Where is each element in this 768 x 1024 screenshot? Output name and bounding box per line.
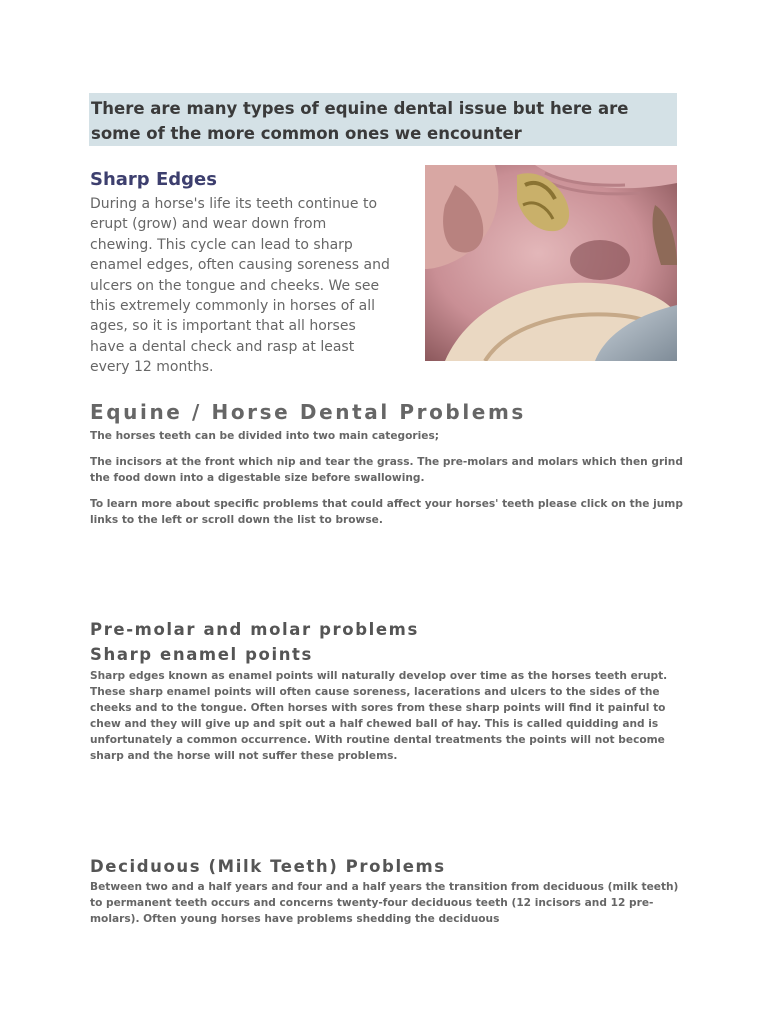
sharp-enamel-points-heading: Sharp enamel points [90,645,313,664]
horse-mouth-photo [425,165,677,361]
dental-problems-p2: The incisors at the front which nip and tear the grass. The pre-molars and molars which then grind the food down into a digestable size before swallowing. [90,456,683,484]
horse-mouth-illustration [425,165,677,361]
deciduous-heading: Deciduous (Milk Teeth) Problems [90,857,446,876]
dental-problems-heading: Equine / Horse Dental Problems [90,400,526,424]
sharp-edges-body: During a horse's life its teeth continue to erupt (grow) and wear down from chewing. This cycle can lead to sharp enamel edges, often causing soreness and ulcers on the tongue and cheeks. We see this extremely commonly in horses of all ages, so it is important that all horses have a dental check and rasp at least every 12 months. [90,196,390,376]
sharp-enamel-points-body: Sharp edges known as enamel points will naturally develop over time as the horses teeth erupt. These sharp enamel points will often cause soreness, lacerations and ulcers to the sides of the cheeks and to the tongue. Often horses with sores from these sharp points will find it painful to chew and they will give up and spit out a half chewed ball of hay. This is called quidding and is unfortunately a common occurrence. With routine dental treatments the points will not become sharp and the horse will not suffer these problems. [90,670,668,762]
sharp-edges-heading: Sharp Edges [90,169,217,190]
dental-problems-p1: The horses teeth can be divided into two main categories; [90,430,439,442]
deciduous-body: Between two and a half years and four and a half years the transition from deciduous (milk teeth) to permanent teeth occurs and concerns twenty-four deciduous teeth (12 incisors and 12 pre-molars). Often young horses have problems shedding the deciduous [90,881,679,925]
dental-problems-p3: To learn more about specific problems that could affect your horses' teeth please click on the jump links to the left or scroll down the list to browse. [90,498,683,526]
intro-banner-text: There are many types of equine dental issue but here are some of the more common ones we encounter [91,99,629,143]
intro-banner [89,93,677,146]
premolar-heading: Pre-molar and molar problems [90,620,419,639]
